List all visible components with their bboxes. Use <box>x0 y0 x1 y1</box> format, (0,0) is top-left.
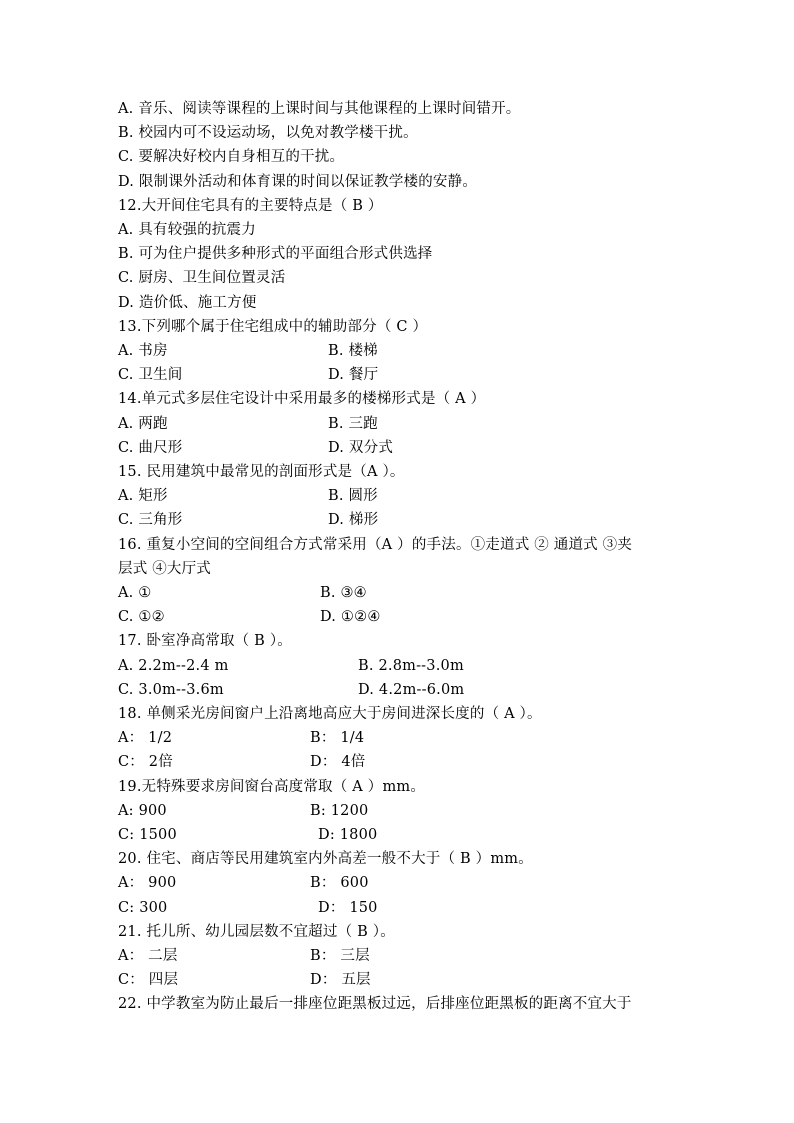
text-line: A. 音乐、阅读等课程的上课时间与其他课程的上课时间错开。 <box>118 101 521 117</box>
option-right: D. 4.2m--6.0m <box>358 682 465 698</box>
option-left: A： 900 <box>118 875 177 891</box>
option-left: C. 曲尺形 <box>118 440 183 456</box>
option-left: C: 1500 <box>118 827 177 843</box>
text-line <box>118 750 678 774</box>
option-left: A: 900 <box>118 803 167 819</box>
text-line: 12.大开间住宅具有的主要特点是（ B ） <box>118 198 383 214</box>
option-right: D. 梯形 <box>328 512 379 528</box>
text-line: 13.下列哪个属于住宅组成中的辅助部分（ C ） <box>118 319 428 335</box>
text-line: 14.单元式多层住宅设计中采用最多的楼梯形式是（ A ） <box>118 391 486 407</box>
option-right: B： 600 <box>310 875 369 891</box>
text-line <box>118 654 678 678</box>
option-left: C. 3.0m--3.6m <box>118 682 224 698</box>
option-left: C： 四层 <box>118 972 179 988</box>
option-right: D： 150 <box>318 900 378 916</box>
text-line: 19.无特殊要求房间窗台高度常取（ A ）mm。 <box>118 779 426 795</box>
option-right: D. 餐厅 <box>328 367 379 383</box>
option-right: B. 楼梯 <box>328 343 378 359</box>
option-left: C： 2倍 <box>118 754 173 770</box>
option-right: B： 1/4 <box>310 730 365 746</box>
option-left: A： 1/2 <box>118 730 173 746</box>
option-right: D: 1800 <box>318 827 378 843</box>
text-line: D. 限制课外活动和体育课的时间以保证教学楼的安静。 <box>118 174 478 190</box>
text-line: 18. 单侧采光房间窗户上沿离地高应大于房间进深长度的（ A ）。 <box>118 706 542 722</box>
text-line: A. 具有较强的抗震力 <box>118 222 256 238</box>
text-line: 15. 民用建筑中最常见的剖面形式是（A ）。 <box>118 464 405 480</box>
option-left: C: 300 <box>118 900 168 916</box>
option-left: C. 卫生间 <box>118 367 183 383</box>
text-line <box>118 363 678 387</box>
text-line <box>118 726 678 750</box>
option-right: B： 三层 <box>310 948 370 964</box>
text-line: 21. 托儿所、幼儿园层数不宜超过（ B ）。 <box>118 924 395 940</box>
option-right: D： 五层 <box>310 972 371 988</box>
option-right: B: 1200 <box>310 803 369 819</box>
text-line: 20. 住宅、商店等民用建筑室内外高差一般不大于（ B ）mm。 <box>118 851 533 867</box>
option-left: A. 两跑 <box>118 416 168 432</box>
option-right: B. 2.8m--3.0m <box>358 658 464 674</box>
text-line: B. 校园内可不设运动场，以免对教学楼干扰。 <box>118 125 418 141</box>
option-left: A. 书房 <box>118 343 168 359</box>
option-right: B. ③④ <box>320 585 367 601</box>
text-line: D. 造价低、施工方便 <box>118 295 257 311</box>
text-line: B. 可为住户提供多种形式的平面组合形式供选择 <box>118 246 433 262</box>
text-line <box>118 581 678 605</box>
text-line: 17. 卧室净高常取（ B ）。 <box>118 633 292 649</box>
option-left: A： 二层 <box>118 948 178 964</box>
text-line: C. 厨房、卫生间位置灵活 <box>118 270 286 286</box>
text-line <box>118 412 678 436</box>
option-right: D. 双分式 <box>328 440 394 456</box>
text-line: C. 要解决好校内自身相互的干扰。 <box>118 149 345 165</box>
option-right: D： 4倍 <box>310 754 366 770</box>
option-left: A. 矩形 <box>118 488 168 504</box>
option-right: D. ①②④ <box>320 609 381 625</box>
text-line <box>118 605 678 629</box>
text-line: 层式 ④大厅式 <box>118 561 212 577</box>
text-line <box>118 944 678 968</box>
text-line <box>118 678 678 702</box>
option-left: C. ①② <box>118 609 165 625</box>
text-line <box>118 871 678 895</box>
text-line <box>118 339 678 363</box>
option-left: A. 2.2m--2.4 m <box>118 658 229 674</box>
option-right: B. 圆形 <box>328 488 378 504</box>
option-right: B. 三跑 <box>328 416 378 432</box>
option-left: A. ① <box>118 585 152 601</box>
option-left: C. 三角形 <box>118 512 183 528</box>
text-line: 16. 重复小空间的空间组合方式常采用（A ）的手法。①走道式 ② 通道式 ③夹 <box>118 537 633 553</box>
text-line <box>118 436 678 460</box>
text-line <box>118 968 678 992</box>
text-line <box>118 508 678 532</box>
text-line <box>118 896 678 920</box>
text-line: 22. 中学教室为防止最后一排座位距黑板过远，后排座位距黑板的距离不宜大于 <box>118 996 632 1012</box>
text-line <box>118 484 678 508</box>
text-line <box>118 799 678 823</box>
text-line <box>118 823 678 847</box>
